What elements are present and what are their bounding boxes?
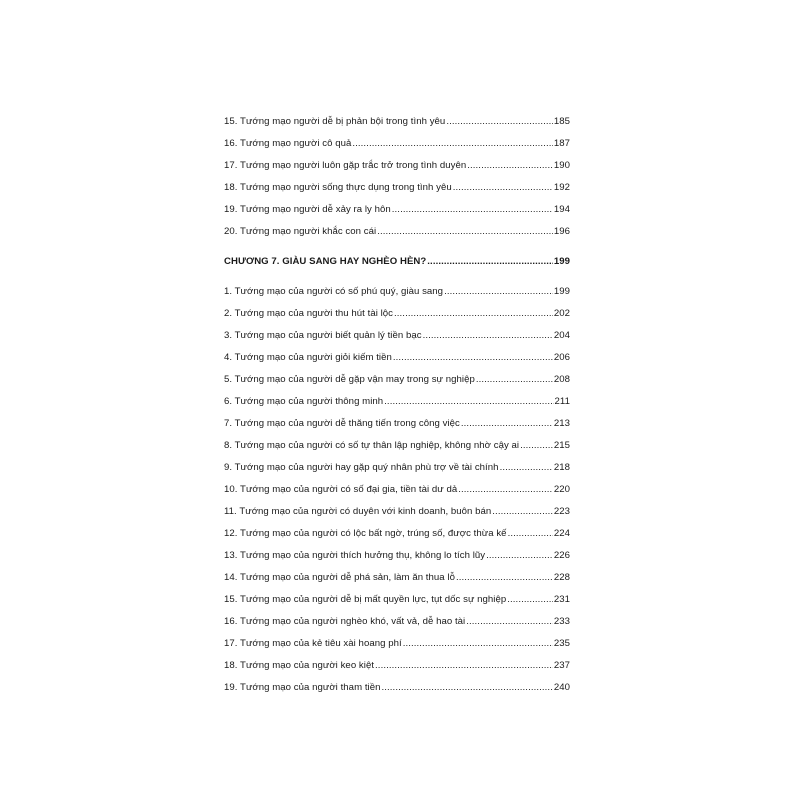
toc-entry-title: 1. Tướng mạo của người có số phú quý, giàu sang — [224, 286, 444, 297]
toc-entry-page: 223 — [553, 506, 570, 517]
toc-entry-title: 12. Tướng mạo của người có lộc bất ngờ, trúng số, được thừa kế — [224, 528, 507, 539]
toc-entry-page: 233 — [553, 616, 570, 627]
dot-leader — [352, 138, 552, 149]
toc-entry — [224, 116, 570, 138]
toc-entry-title: 17. Tướng mạo người luôn gặp trắc trở trong tình duyên — [224, 160, 467, 171]
toc-entry-page: 208 — [553, 374, 570, 385]
toc-entry-page: 196 — [553, 226, 570, 237]
toc-entry — [224, 660, 570, 682]
toc-entry-title: 6. Tướng mạo của người thông minh — [224, 396, 384, 407]
toc-entry-page: 199 — [553, 286, 570, 297]
toc-entry — [224, 286, 570, 308]
toc-entry-title: 16. Tướng mạo của người nghèo khó, vất vả, dễ hao tài — [224, 616, 466, 627]
toc-entry — [224, 138, 570, 160]
toc-entry-title: 4. Tướng mạo của người giỏi kiếm tiền — [224, 352, 392, 363]
toc-entry-title: 20. Tướng mạo người khắc con cái — [224, 226, 377, 237]
toc-entry-page: 228 — [553, 572, 570, 583]
toc-entry — [224, 638, 570, 660]
dot-leader — [446, 116, 553, 127]
dot-leader — [466, 616, 553, 627]
toc-entry-page: 211 — [554, 396, 570, 407]
chapter-page: 199 — [553, 256, 570, 267]
toc-entry-title: 15. Tướng mạo người dễ bị phản bội trong tình yêu — [224, 116, 446, 127]
toc-entry-title: 9. Tướng mạo của người hay gặp quý nhân phù trợ về tài chính — [224, 462, 499, 473]
chapter-heading — [224, 256, 570, 278]
dot-leader — [467, 160, 553, 171]
toc-entry-page: 226 — [553, 550, 570, 561]
toc-entry-page: 235 — [553, 638, 570, 649]
toc-entry-title: 13. Tướng mạo của người thích hưởng thụ, không lo tích lũy — [224, 550, 486, 561]
dot-leader — [476, 374, 553, 385]
toc-entry — [224, 204, 570, 226]
toc-section-a — [224, 116, 570, 248]
dot-leader — [461, 418, 553, 429]
toc-entry — [224, 352, 570, 374]
toc-entry-page: 185 — [553, 116, 570, 127]
dot-leader — [382, 682, 553, 693]
toc-entry-page: 240 — [553, 682, 570, 693]
table-of-contents — [224, 116, 570, 704]
toc-entry-page: 192 — [553, 182, 570, 193]
toc-entry — [224, 572, 570, 594]
toc-entry-page: 237 — [553, 660, 570, 671]
toc-entry-title: 8. Tướng mạo của người có số tự thân lập nghiệp, không nhờ cậy ai — [224, 440, 520, 451]
dot-leader — [423, 330, 553, 341]
toc-entry-page: 220 — [553, 484, 570, 495]
toc-entry — [224, 330, 570, 352]
toc-entry-title: 18. Tướng mạo của người keo kiệt — [224, 660, 375, 671]
toc-entry — [224, 374, 570, 396]
toc-entry-page: 231 — [553, 594, 570, 605]
dot-leader — [403, 638, 553, 649]
toc-entry-page: 194 — [553, 204, 570, 215]
toc-entry — [224, 550, 570, 572]
dot-leader — [453, 182, 553, 193]
toc-entry — [224, 396, 570, 418]
toc-entry-title: 11. Tướng mạo của người có duyên với kinh doanh, buôn bán — [224, 506, 492, 517]
dot-leader — [508, 528, 553, 539]
toc-entry — [224, 226, 570, 248]
toc-entry-title: 3. Tướng mạo của người biết quản lý tiền bạc — [224, 330, 422, 341]
dot-leader — [458, 484, 553, 495]
toc-entry — [224, 308, 570, 330]
toc-entry-title: 18. Tướng mạo người sống thực dụng trong tình yêu — [224, 182, 452, 193]
dot-leader — [492, 506, 553, 517]
dot-leader — [394, 308, 553, 319]
toc-entry — [224, 440, 570, 462]
toc-entry — [224, 160, 570, 182]
toc-entry-page: 215 — [553, 440, 570, 451]
toc-entry-title: 7. Tướng mạo của người dễ thăng tiến trong công việc — [224, 418, 460, 429]
toc-entry-title: 16. Tướng mạo người cô quả — [224, 138, 352, 149]
toc-entry-page: 206 — [553, 352, 570, 363]
dot-leader — [393, 352, 553, 363]
toc-entry — [224, 418, 570, 440]
dot-leader — [375, 660, 553, 671]
toc-entry — [224, 462, 570, 484]
dot-leader — [444, 286, 553, 297]
toc-entry-title: 5. Tướng mạo của người dễ gặp vận may trong sự nghiệp — [224, 374, 475, 385]
dot-leader — [392, 204, 553, 215]
toc-entry-title: 19. Tướng mạo người dễ xảy ra ly hôn — [224, 204, 391, 215]
toc-entry-page: 202 — [553, 308, 570, 319]
toc-entry-page: 224 — [553, 528, 570, 539]
toc-section-b — [224, 286, 570, 704]
toc-entry-title: 15. Tướng mạo của người dễ bị mất quyền lực, tụt dốc sự nghiệp — [224, 594, 507, 605]
dot-leader — [456, 572, 553, 583]
dot-leader — [384, 396, 553, 407]
toc-entry-title: 2. Tướng mạo của người thu hút tài lộc — [224, 308, 394, 319]
toc-entry — [224, 528, 570, 550]
toc-entry — [224, 616, 570, 638]
dot-leader — [500, 462, 553, 473]
toc-entry — [224, 484, 570, 506]
toc-entry — [224, 506, 570, 528]
dot-leader — [520, 440, 553, 451]
toc-entry-title: 17. Tướng mạo của kẻ tiêu xài hoang phí — [224, 638, 402, 649]
dot-leader — [377, 226, 553, 237]
toc-entry-title: 19. Tướng mạo của người tham tiền — [224, 682, 381, 693]
toc-entry-title: 10. Tướng mạo của người có số đại gia, tiền tài dư dả — [224, 484, 458, 495]
toc-entry — [224, 682, 570, 704]
toc-entry-page: 190 — [553, 160, 570, 171]
dot-leader — [486, 550, 553, 561]
toc-entry-page: 213 — [553, 418, 570, 429]
dot-leader — [507, 594, 553, 605]
toc-entry — [224, 182, 570, 204]
dot-leader — [427, 256, 553, 267]
toc-entry-title: 14. Tướng mạo của người dễ phá sản, làm ăn thua lỗ — [224, 572, 455, 583]
toc-entry-page: 204 — [553, 330, 570, 341]
toc-entry-page: 218 — [553, 462, 570, 473]
toc-entry — [224, 594, 570, 616]
chapter-title: CHƯƠNG 7. GIÀU SANG HAY NGHÈO HÈN? — [224, 256, 427, 267]
toc-entry-page: 187 — [553, 138, 570, 149]
